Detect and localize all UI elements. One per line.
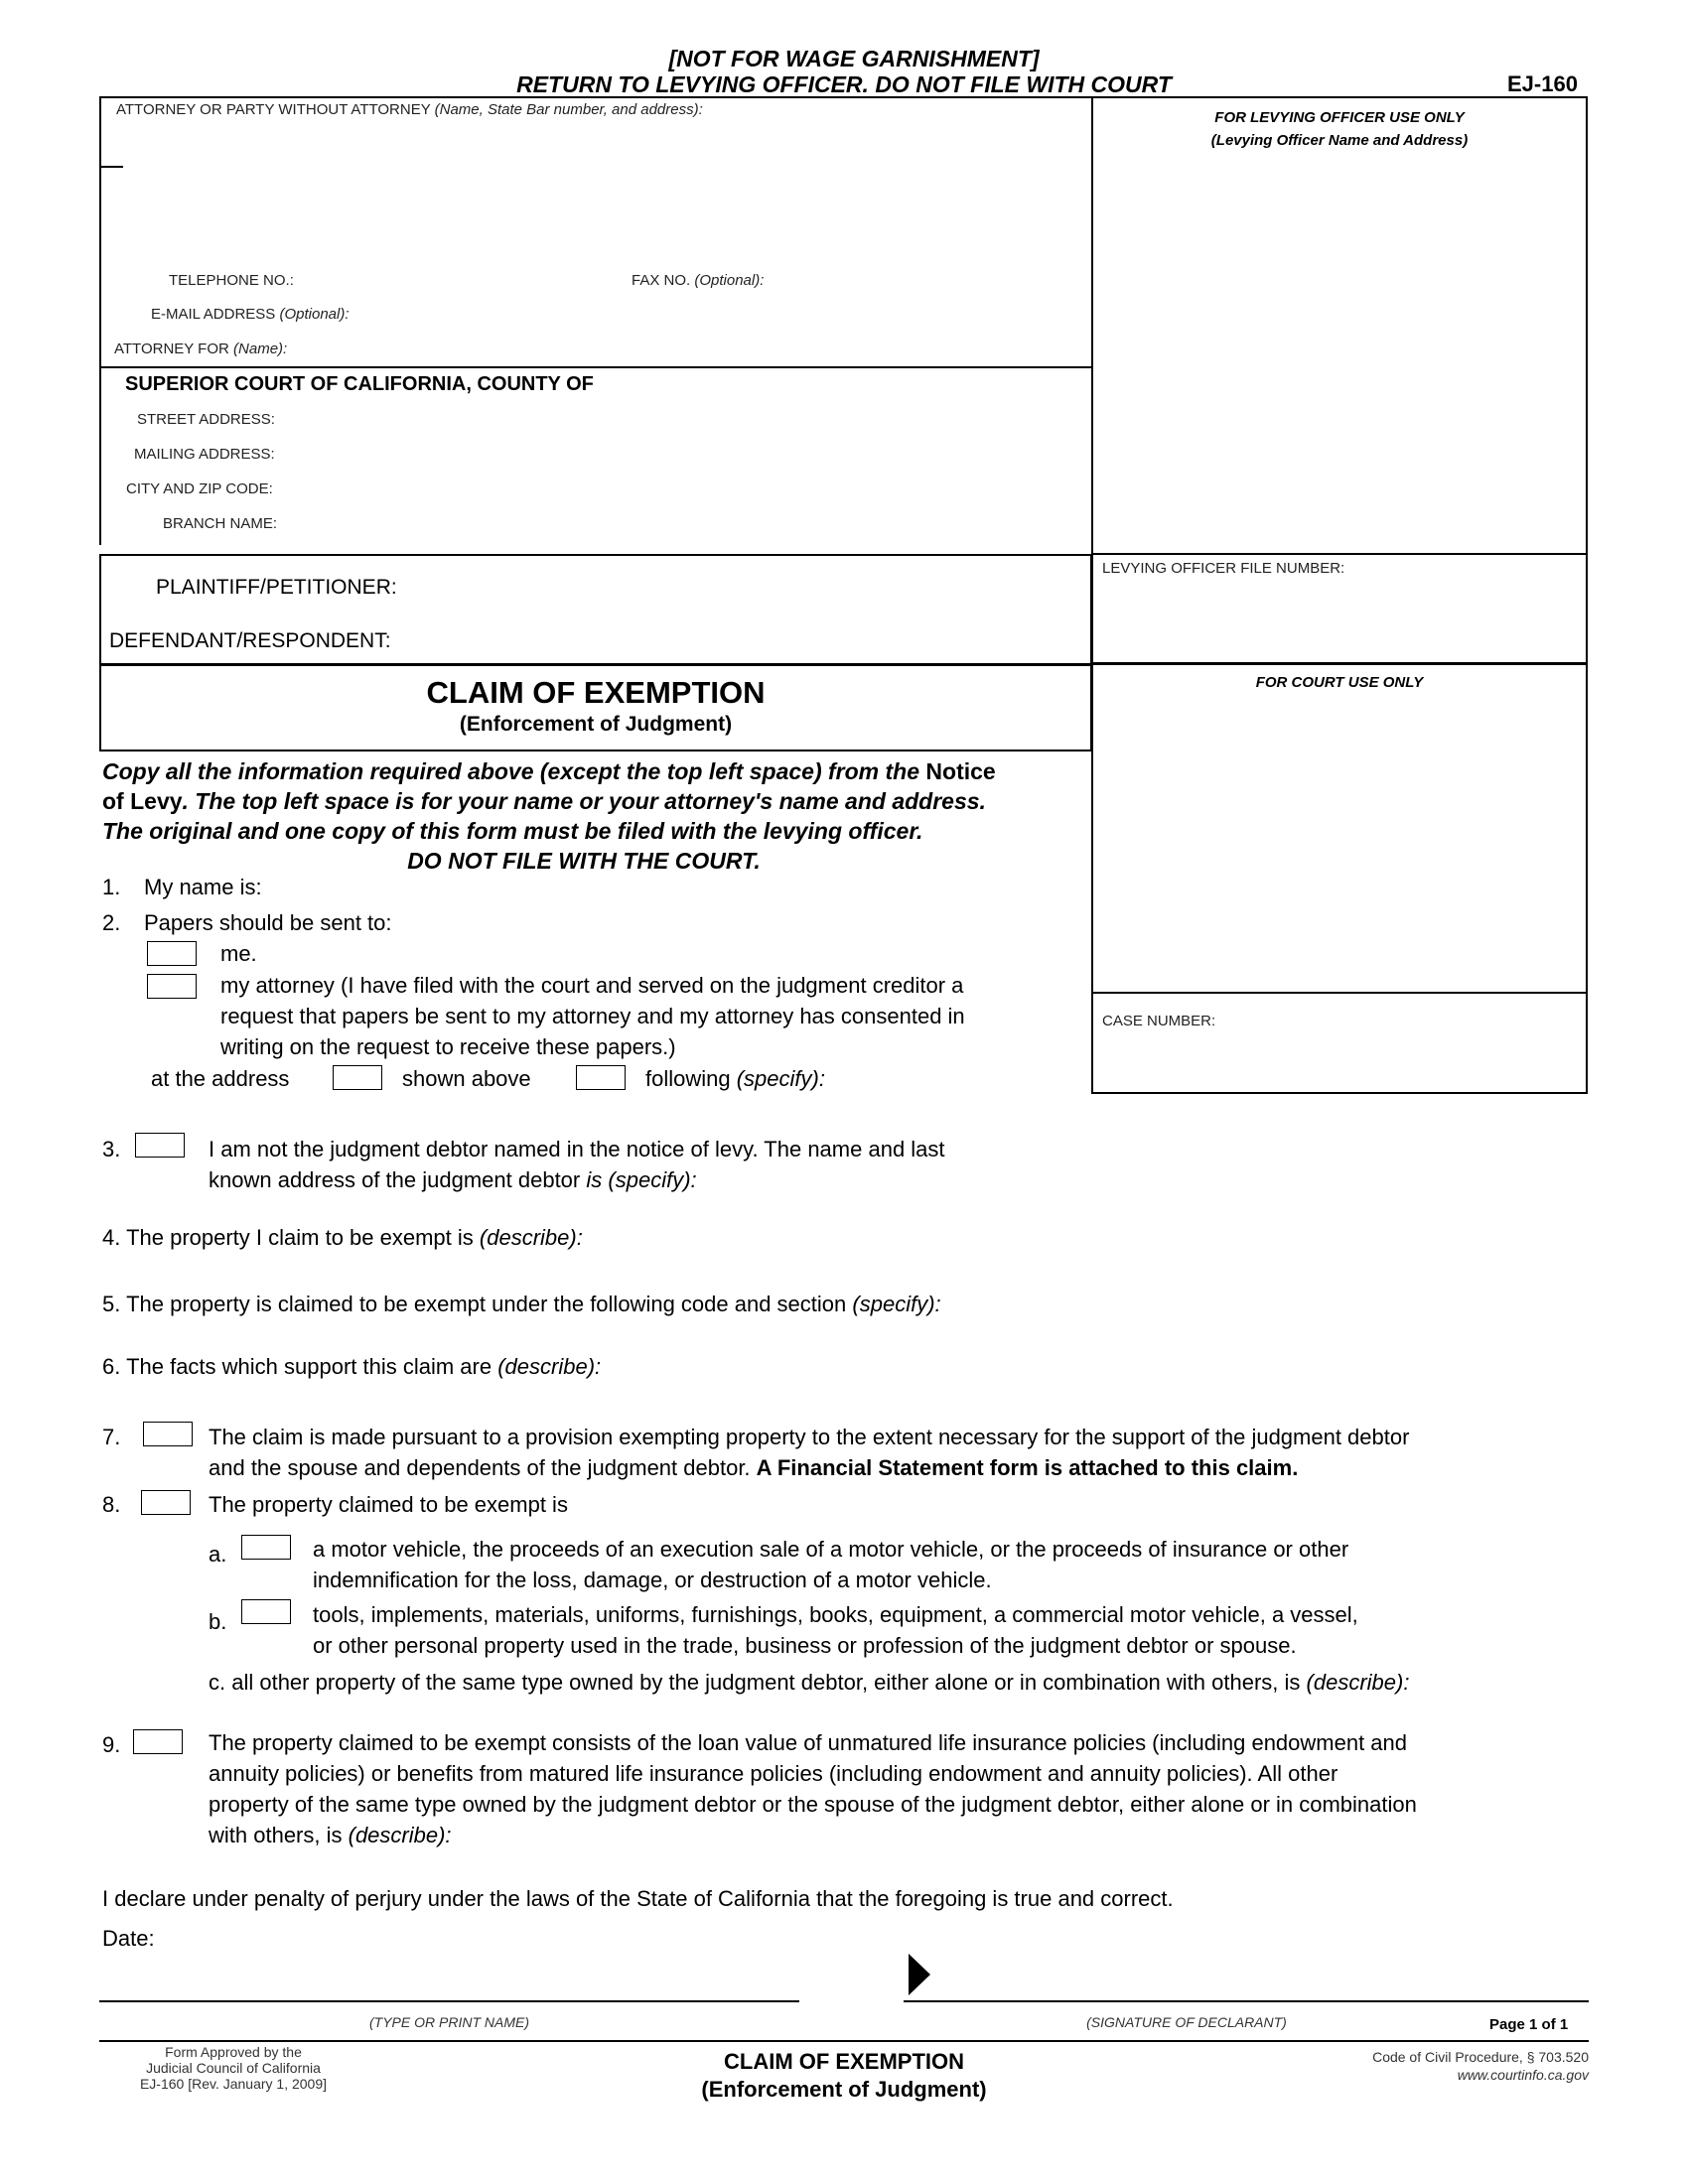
type-print-name-label: (TYPE OR PRINT NAME) [368, 2014, 529, 2030]
header-line1: [NOT FOR WAGE GARNISHMENT] [668, 46, 1040, 71]
footer-approved: Form Approved by the Judicial Council of California EJ-160 [Rev. January 1, 2009] [139, 2044, 328, 2092]
footer-website[interactable]: www.courtinfo.ca.gov [1457, 2067, 1589, 2083]
item7-number: 7. [102, 1425, 121, 1449]
item2-at-address: at the address [151, 1066, 290, 1091]
item2-attorney-checkbox[interactable] [147, 974, 197, 999]
item5-text: 5. The property is claimed to be exempt under the following code and section (specify): [102, 1292, 941, 1316]
city-zip-label[interactable]: CITY AND ZIP CODE: [126, 480, 273, 497]
attorney-label: ATTORNEY OR PARTY WITHOUT ATTORNEY (Name, State Bar number, and address): [116, 101, 703, 118]
email-label[interactable]: E-MAIL ADDRESS (Optional): [151, 306, 350, 323]
item2-text: Papers should be sent to: [144, 910, 392, 935]
instructions: Copy all the information required above (except the top left space) from the Notice of Levy. The top left space is for your name or your attorney's name and address. The original and one copy of this form must be filed with the levying officer. DO NOT FILE WITH THE COURT. [102, 758, 996, 874]
item3-text: I am not the judgment debtor named in the notice of levy. The name and last known address of the judgment debtor is (specify): [209, 1137, 945, 1192]
item8-number: 8. [102, 1492, 121, 1517]
declaration-text: I declare under penalty of perjury under the laws of the State of California that the foregoing is true and correct. [102, 1886, 1174, 1911]
attorney-for-label[interactable]: ATTORNEY FOR (Name): [114, 341, 288, 357]
item7-checkbox[interactable] [143, 1422, 193, 1446]
form-number: EJ-160 [1507, 71, 1578, 96]
item6-text: 6. The facts which support this claim are (describe): [102, 1354, 602, 1379]
item2-me-label: me. [220, 941, 257, 966]
court-divider [99, 366, 1092, 368]
item8a-label: a. [209, 1542, 227, 1567]
fax-label[interactable]: FAX NO. (Optional): [632, 272, 765, 289]
item3-checkbox[interactable] [135, 1133, 185, 1158]
item8a-text: a motor vehicle, the proceeds of an execution sale of a motor vehicle, or the proceeds of insurance or other indemnification for the loss, damage, or destruction of a motor vehicle. [313, 1537, 1349, 1592]
name-line[interactable] [99, 2000, 799, 2002]
item2-shown-above-checkbox[interactable] [333, 1065, 382, 1090]
levying-use-title: FOR LEVYING OFFICER USE ONLY [1214, 109, 1465, 126]
date-label[interactable]: Date: [102, 1926, 155, 1951]
item8b-checkbox[interactable] [241, 1599, 291, 1624]
case-number-box[interactable] [1091, 992, 1588, 1094]
form-title: CLAIM OF EXEMPTION [426, 675, 766, 710]
attorney-mark [99, 166, 123, 168]
item2-number: 2. [102, 910, 121, 935]
form-subtitle: (Enforcement of Judgment) [459, 713, 733, 736]
mailing-address-label[interactable]: MAILING ADDRESS: [134, 446, 275, 463]
caption-left-line [99, 96, 101, 545]
defendant-label[interactable]: DEFENDANT/RESPONDENT: [109, 629, 391, 652]
case-number-label: CASE NUMBER: [1102, 1013, 1216, 1029]
item9-text: The property claimed to be exempt consists of the loan value of unmatured life insurance policies (including endowment and annuity policies) or benefits from matured life insurance policies (including endowment and annuity policies). All other property of the same type owned by the judgment debtor or the spouse of the judgment debtor, either alone or in combination with others, is (describe): [209, 1730, 1417, 1847]
footer-rule [99, 2040, 1589, 2042]
item1-number: 1. [102, 875, 121, 899]
footer-code: Code of Civil Procedure, § 703.520 www.courtinfo.ca.gov [1241, 2048, 1589, 2084]
court-use-title: FOR COURT USE ONLY [1255, 674, 1424, 691]
item2-shown-above-label: shown above [402, 1066, 531, 1091]
court-use-box [1091, 663, 1588, 994]
street-address-label[interactable]: STREET ADDRESS: [137, 411, 275, 428]
signature-declarant-label: (SIGNATURE OF DECLARANT) [1086, 2014, 1287, 2030]
item3-number: 3. [102, 1137, 121, 1161]
levying-officer-box [1091, 96, 1588, 555]
item8c-text: c. all other property of the same type owned by the judgment debtor, either alone or in combination with others, is (describe): [209, 1670, 1410, 1695]
item8b-label: b. [209, 1609, 227, 1634]
item7-text: The claim is made pursuant to a provision exempting property to the extent necessary for the support of the judgment debtor and the spouse and dependents of the judgment debtor. A Financial Statement form is attached to this claim. [209, 1425, 1410, 1480]
item4-text: 4. The property I claim to be exempt is (describe): [102, 1225, 583, 1250]
branch-name-label[interactable]: BRANCH NAME: [163, 515, 278, 532]
caption-top-line [99, 96, 1092, 98]
footer-subtitle: (Enforcement of Judgment) [701, 2077, 987, 2102]
page-number: Page 1 of 1 [1489, 2016, 1569, 2033]
signature-line[interactable] [904, 2000, 1589, 2002]
item1-text: My name is: [144, 875, 262, 899]
header-line2: RETURN TO LEVYING OFFICER. DO NOT FILE WITH COURT [516, 71, 1172, 93]
levying-file-label: LEVYING OFFICER FILE NUMBER: [1102, 560, 1345, 577]
item2-following-label: following (specify): [645, 1066, 825, 1091]
signature-arrow-icon [907, 1954, 932, 2000]
footer-title: CLAIM OF EXEMPTION [724, 2049, 964, 2074]
item2-attorney-text: my attorney (I have filed with the court and served on the judgment creditor a request that papers be sent to my attorney and my attorney has consented in writing on the request to receive these papers.) [220, 973, 965, 1059]
item2-following-checkbox[interactable] [576, 1065, 626, 1090]
item8a-checkbox[interactable] [241, 1535, 291, 1560]
telephone-label[interactable]: TELEPHONE NO.: [169, 272, 294, 289]
item9-checkbox[interactable] [133, 1729, 183, 1754]
item8-text: The property claimed to be exempt is [209, 1492, 568, 1517]
levying-use-subtitle: (Levying Officer Name and Address) [1210, 132, 1469, 149]
plaintiff-label[interactable]: PLAINTIFF/PETITIONER: [156, 576, 397, 599]
item9-number: 9. [102, 1732, 121, 1757]
item2-me-checkbox[interactable] [147, 941, 197, 966]
item8b-text: tools, implements, materials, uniforms, furnishings, books, equipment, a commercial motor vehicle, a vessel, or other personal property used in the trade, business or profession of the judgment debtor or spouse. [313, 1602, 1358, 1658]
court-title: SUPERIOR COURT OF CALIFORNIA, COUNTY OF [125, 373, 594, 395]
item8-checkbox[interactable] [141, 1490, 191, 1515]
